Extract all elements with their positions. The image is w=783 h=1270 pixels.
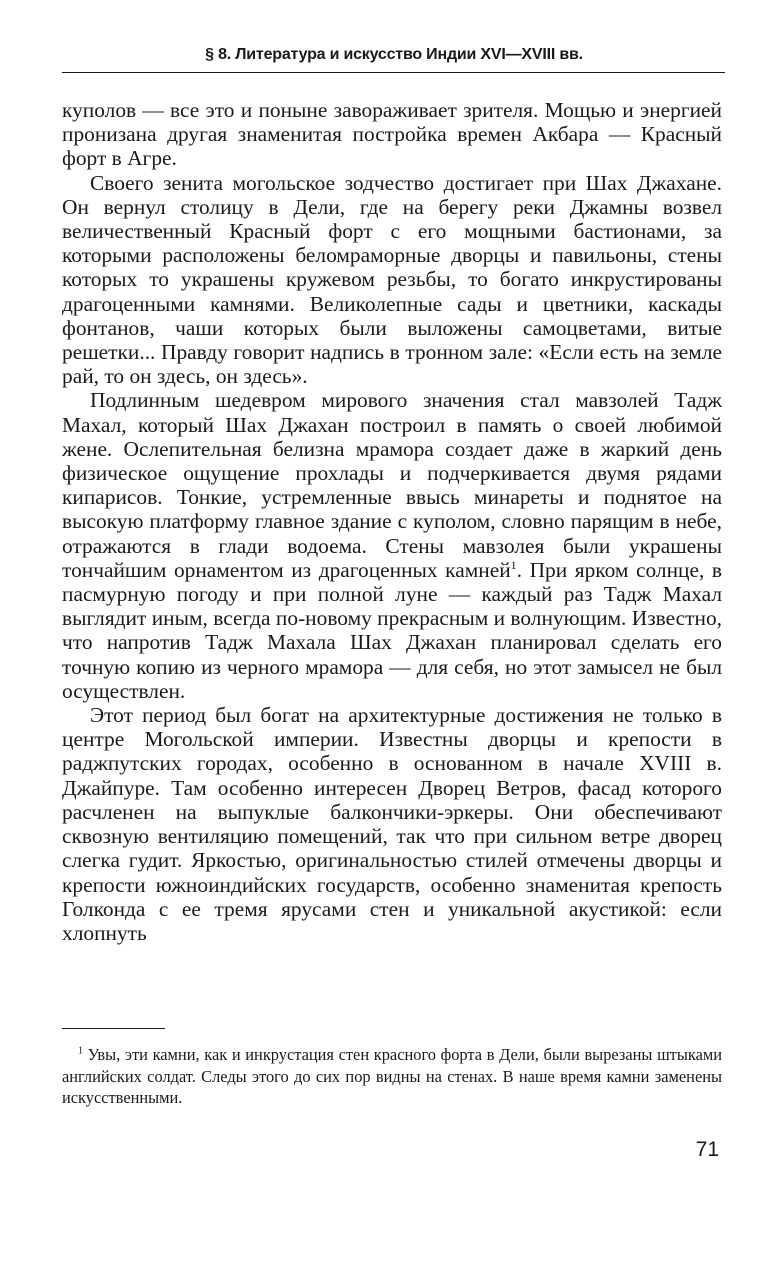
footnote-rule: [62, 1028, 165, 1029]
paragraph-4: Этот период был богат на архитектурные достижения не только в центре Могольской империи. Известны дворцы и крепости в раджпутских городах, особенно в основанном в начале XVIII в. Джайпуре. Там особенно интересен Дворец Ветров, фасад которого расчленен на выпуклые балкончики-эркеры. Они обеспечивают сквозную вентиляцию помещений, так что при сильном ветре дворец слегка гудит. Яркостью, оригинальностью стилей отмечены дворцы и крепости южноиндийских государств, особенно знаменитая крепость Голконда с ее тремя ярусами стен и уникальной акустикой: если хлопнуть: [62, 703, 722, 945]
footnote: [62, 1044, 722, 1109]
footnote-text: Увы, эти камни, как и инкрустация стен красного форта в Дели, были вырезаны штыками английских солдат. Следы этого до сих пор видны на стенах. В наше время камни заменены искусственными.: [62, 1045, 722, 1107]
paragraph-3-text-a: Подлинным шедевром мирового значения стал мавзолей Тадж Махал, который Шах Джахан построил в память о своей любимой жене. Ослепительная белизна мрамора создает даже в жаркий день физическое ощущение прохлады и подчеркивается двумя рядами кипарисов. Тонкие, устремленные ввысь минареты и поднятое на высокую платформу главное здание с куполом, словно парящим в небе, отражаются в глади водоема. Стены мавзолея были украшены тончайшим орнаментом из драгоценных камней: [62, 388, 722, 582]
header-rule: [62, 72, 725, 73]
page-number: 71: [695, 1138, 719, 1161]
main-text: [62, 98, 722, 945]
paragraph-2: Своего зенита могольское зодчество достигает при Шах Джахане. Он вернул столицу в Дели, где на берегу реки Джамны возвел величественный Красный форт с его мощными бастионами, за которыми расположены беломраморные дворцы и павильоны, стены которых то украшены кружевом резьбы, то богато инкрустированы драгоценными камнями. Великолепные сады и цветники, каскады фонтанов, чаши которых были выложены самоцветами, витые решетки... Правду говорит надпись в тронном зале: «Если есть на земле рай, то он здесь, он здесь».: [62, 170, 722, 389]
paragraph-3: [62, 388, 722, 703]
footnote-marker: 1: [78, 1045, 83, 1057]
paragraph-1: куполов — все это и поныне завораживает зрителя. Мощью и энергией пронизана другая знаменитая постройка времен Акбара — Красный форт в Агре.: [62, 98, 722, 171]
paragraph-3-text-b: . При ярком солнце, в пасмурную погоду и при полной луне — каждый раз Тадж Махал выглядит иным, всегда по-новому прекрасным и волнующим. Известно, что напротив Тадж Махала Шах Джахан планировал сделать его точную копию из черного мрамора — для себя, но этот замысел не был осуществлен.: [62, 557, 722, 703]
running-header: § 8. Литература и искусство Индии XVI—XVIII вв.: [205, 46, 583, 63]
footnote-reference: 1: [510, 557, 517, 572]
